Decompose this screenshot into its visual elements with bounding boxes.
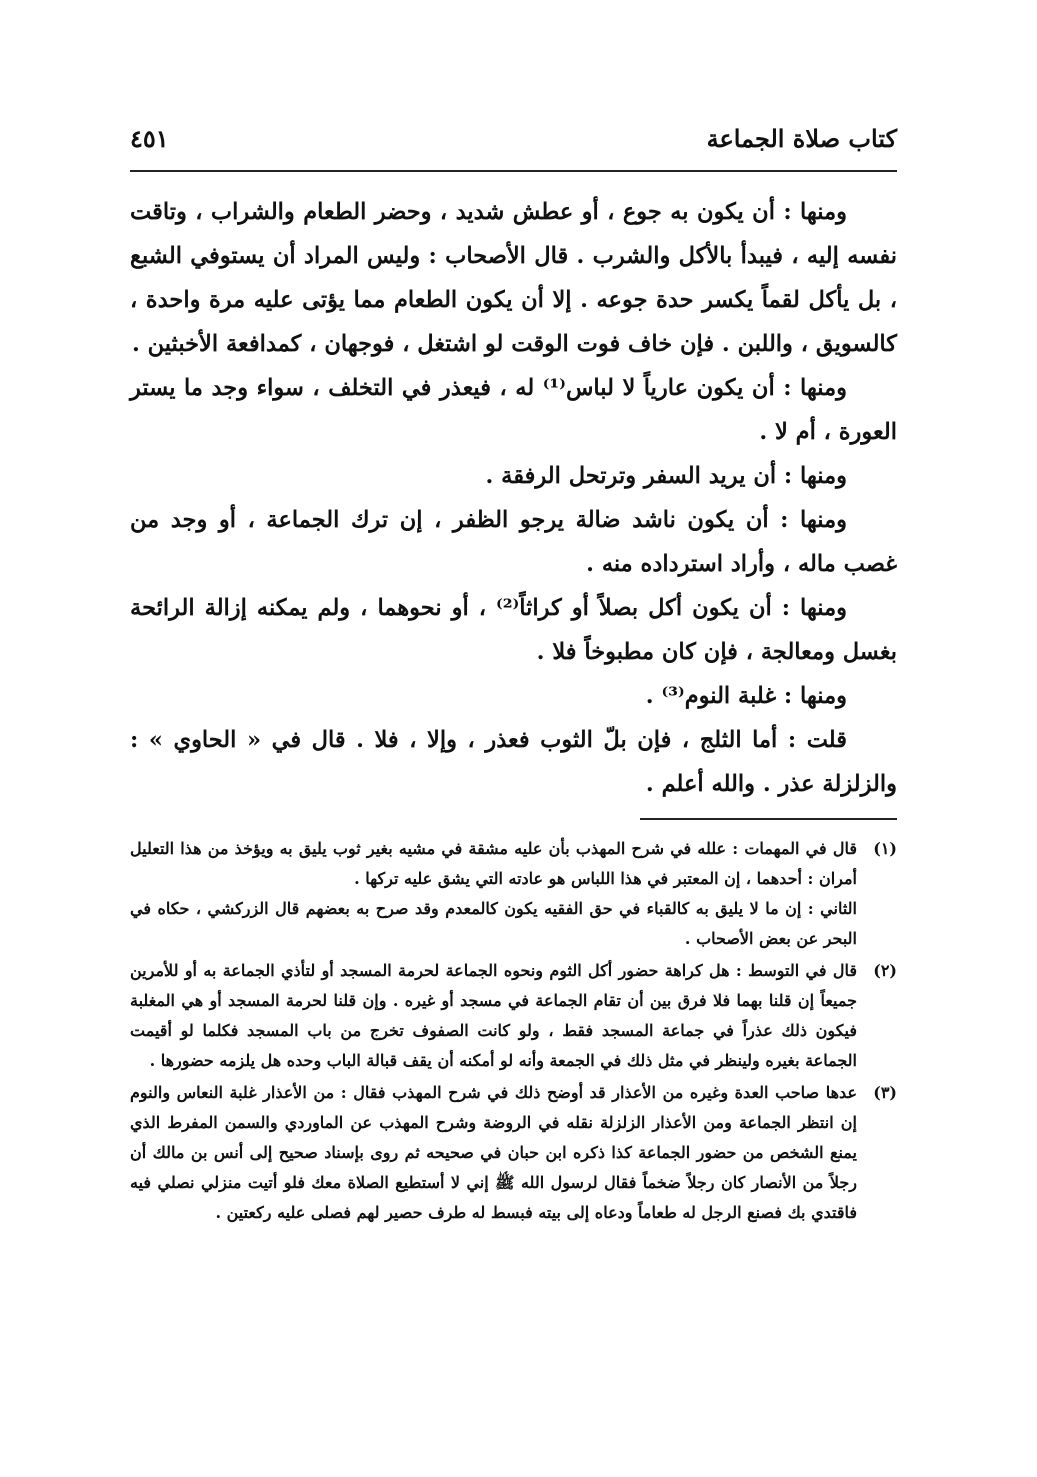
footnote-3 xyxy=(130,1078,897,1228)
paragraph: ومنها : أن يكون أكل بصلاً أو كراثاً⁽²⁾ ، أو نحوهما ، ولم يمكنه إزالة الرائحة بغسل ومعالجة ، فإن كان مطبوخاً فلا . xyxy=(130,595,897,665)
footnote-text: عدها صاحب العدة وغيره من الأعذار قد أوضح ذلك في شرح المهذب فقال : من الأعذار غلبة النعاس والنوم إن انتظر الجماعة ومن الأعذار الزلزلة نقله في الروضة وشرح المهذب عن الماوردي والسمن المفرط الذي يمنع الشخص من حضور الجماعة كذا ذكره ابن حبان في صحيحه ثم روى بإسناد صحيح إلى أنس بن مالك أن رجلاً من الأنصار كان رجلاً ضخماً فقال لرسول الله ﷺ إني لا أستطيع الصلاة معك فلو أتيت منزلي نصلي فيه فاقتدي بك فصنع الرجل له طعاماً ودعاه إلى بيته فبسط له طرف حصير لهم فصلى عليه ركعتين . xyxy=(130,1083,858,1222)
header-divider xyxy=(130,170,897,172)
footnote-text: الثاني : إن ما لا يليق به كالقباء في حق الفقيه يكون كالمعدم وقد صرح به بعضهم قال الزركشي ، حكاه في البحر عن بعض الأصحاب . xyxy=(130,899,857,948)
footnote-number: (٣) xyxy=(873,1083,897,1102)
page-header xyxy=(130,124,897,164)
footnote-2 xyxy=(130,956,897,1076)
paragraph: ومنها : أن يكون ناشد ضالة يرجو الظفر ، إن ترك الجماعة ، أو وجد من غصب ماله ، وأراد استرداده منه . xyxy=(130,507,897,577)
footnote-divider xyxy=(640,818,897,820)
footnote-text: قال في المهمات : علله في شرح المهذب بأن عليه مشقة في مشيه بغير ثوب يليق به ويؤخذ من هذا التعليل أمران : أحدهما ، إن المعتبر في هذا اللباس هو عادته التي يشق عليه تركها . xyxy=(130,839,857,888)
footnotes xyxy=(130,834,897,1230)
footnote-text: قال في التوسط : هل كراهة حضور أكل الثوم ونحوه الجماعة لحرمة المسجد أو لتأذي الجماعة به أو للأمرين جميعاً إن قلنا بهما فلا فرق بين أن تقام الجماعة في مسجد أو غيره . وإن قلنا لحرمة المسجد أو هي المغلبة فيكون ذلك عذراً في جماعة المسجد فقط ، ولو كانت الصفوف تخرج من باب المسجد فكلما لو أقيمت الجماعة بغيره ولينظر في مثل ذلك في الجمعة وأنه لو أمكنه أن يقف قبالة الباب وحده هل يلزمه حضورها . xyxy=(130,961,858,1070)
paragraph: ومنها : أن يكون به جوع ، أو عطش شديد ، وحضر الطعام والشراب ، وتاقت نفسه إليه ، فيبدأ بالأكل والشرب . قال الأصحاب : وليس المراد أن يستوفي الشبع ، بل يأكل لقماً يكسر حدة جوعه . إلا أن يكون الطعام مما يؤتى عليه مرة واحدة ، كالسويق ، واللبن . فإن خاف فوت الوقت لو اشتغل ، فوجهان ، كمدافعة الأخبثين . xyxy=(130,199,897,357)
paragraph: ومنها : أن يكون عارياً لا لباس⁽¹⁾ له ، فيعذر في التخلف ، سواء وجد ما يستر العورة ، أم لا . xyxy=(130,375,897,445)
paragraph: ومنها : أن يريد السفر وترتحل الرفقة . xyxy=(485,463,847,489)
paragraph: قلت : أما الثلج ، فإن بلّ الثوب فعذر ، وإلا ، فلا . قال في « الحاوي » : والزلزلة عذر . والله أعلم . xyxy=(130,727,897,797)
page-number: ٤٥١ xyxy=(130,124,169,153)
main-text xyxy=(130,190,897,806)
footnote-number: (٢) xyxy=(873,961,897,980)
running-title: كتاب صلاة الجماعة xyxy=(706,124,897,153)
paragraph: ومنها : غلبة النوم⁽³⁾ . xyxy=(645,683,847,709)
footnote-number: (١) xyxy=(873,839,897,858)
footnote-1 xyxy=(130,834,897,954)
